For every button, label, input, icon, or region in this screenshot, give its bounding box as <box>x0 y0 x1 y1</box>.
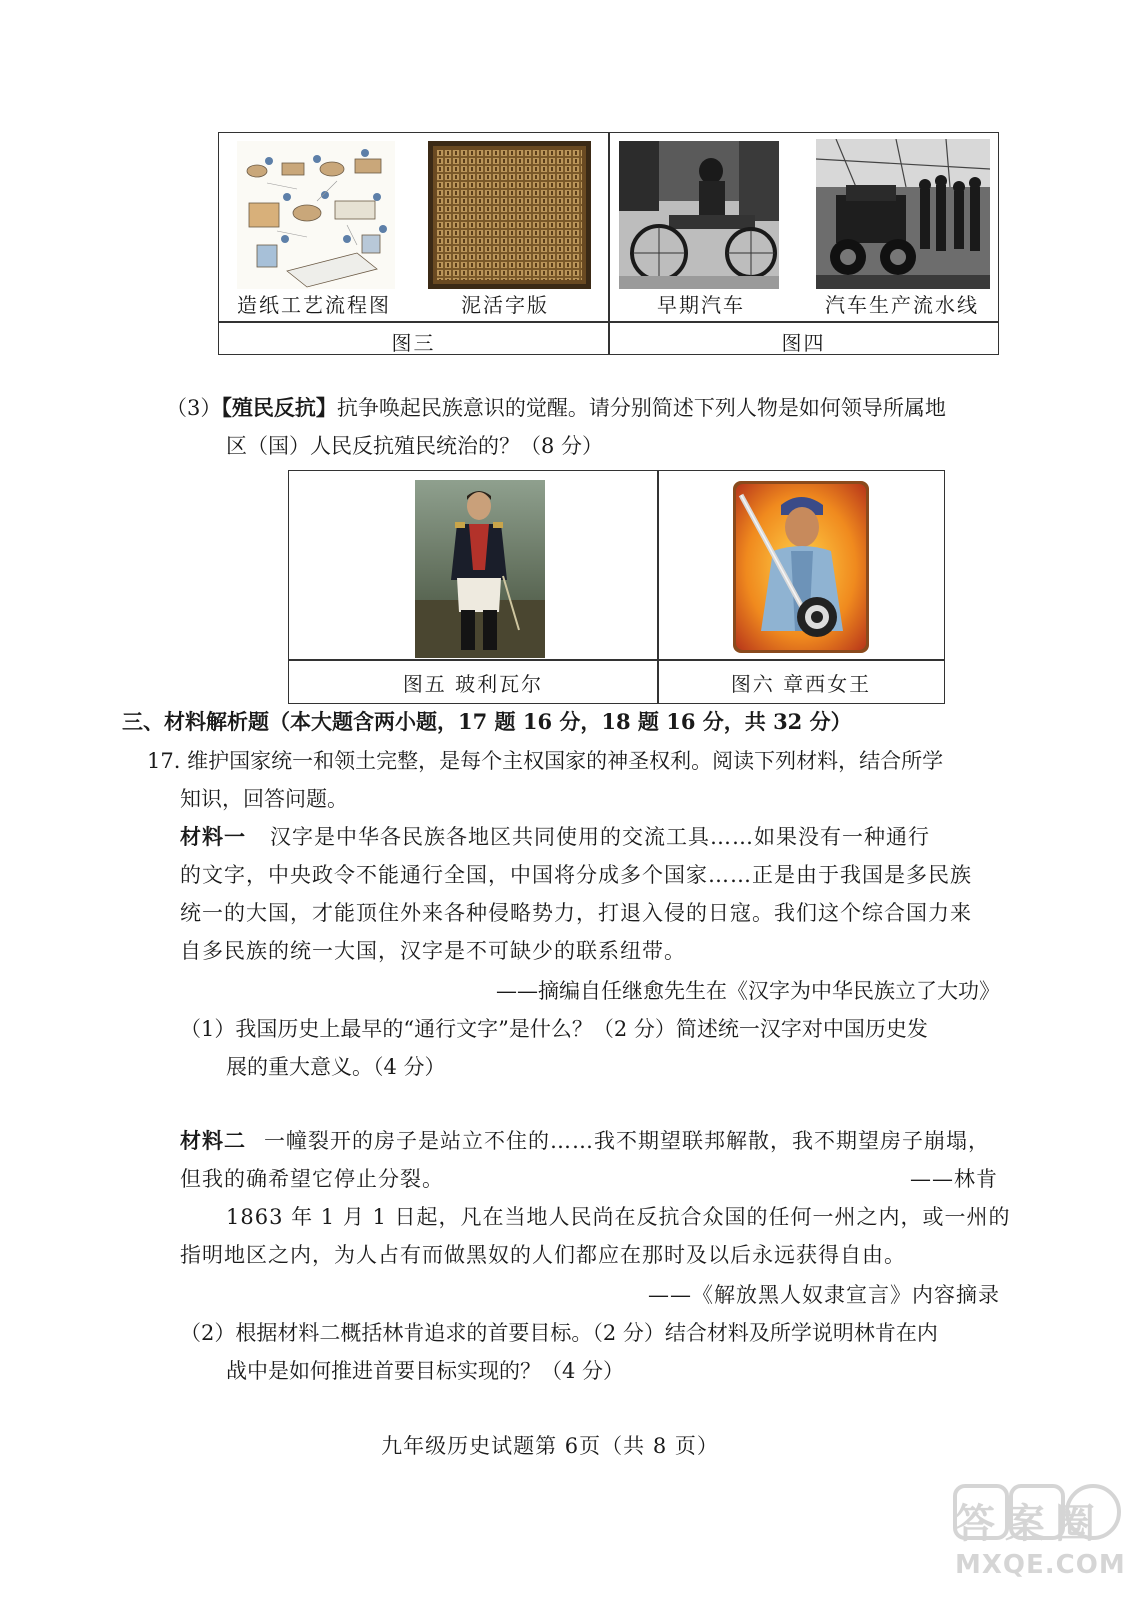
material-2-source-2: ——《解放黑人奴隶宣言》内容摘录 <box>648 1283 1000 1307</box>
figure-table-5-6 <box>288 470 945 704</box>
rani-of-jhansi-portrait <box>733 481 869 653</box>
caption-papermaking: 造纸工艺流程图 <box>237 293 391 317</box>
material-label: 材料二 <box>180 1128 246 1153</box>
section-heading: 三、材料解析题（本大题含两小题，17 题 16 分，18 题 16 分，共 32 分） <box>122 709 852 734</box>
question-3-line-1 <box>166 389 946 427</box>
question-3-line-2: 区（国）人民反抗殖民统治的？（8 分） <box>226 434 604 458</box>
caption-rani: 图六 章西女王 <box>730 672 872 696</box>
material-2-line-4: 指明地区之内，为人占有而做黑奴的人们都应在那时及以后永远获得自由。 <box>180 1243 906 1267</box>
caption-bolivar: 图五 玻利瓦尔 <box>402 672 544 696</box>
page-footer: 九年级历史试题第 6页（共 8 页） <box>381 1434 719 1458</box>
sub-question-1-line-1: （1）我国历史上最早的“通行文字”是什么？（2 分）简述统一汉字对中国历史发 <box>180 1017 928 1041</box>
table-divider <box>219 321 998 323</box>
caption-assembly-line: 汽车生产流水线 <box>825 293 979 317</box>
figure-label-3: 图三 <box>391 331 436 355</box>
material-1-line-1 <box>180 818 930 856</box>
sub-question-2-line-1: （2）根据材料二概括林肯追求的首要目标。（2 分）结合材料及所学说明林肯在内 <box>180 1321 938 1345</box>
question-17-line-2: 知识，回答问题。 <box>180 787 348 811</box>
material-1-source: ——摘编自任继愈先生在《汉字为中华民族立了大功》 <box>496 979 1000 1003</box>
material-text: 汉字是中华各民族各地区共同使用的交流工具……如果没有一种通行 <box>270 825 930 849</box>
watermark-url: MXQE.COM <box>955 1550 1126 1580</box>
material-2-line-2: 但我的确希望它停止分裂。 <box>180 1167 444 1191</box>
material-1-line-4: 自多民族的统一大国，汉字是不可缺少的联系纽带。 <box>180 939 686 963</box>
early-car-photo <box>619 141 779 289</box>
question-text: 抗争唤起民族意识的觉醒。请分别简述下列人物是如何领导所属地 <box>336 396 946 420</box>
assembly-line-photo <box>816 139 990 289</box>
material-2-source-1: ——林肯 <box>910 1167 998 1191</box>
sub-question-1-line-2: 展的重大意义。（4 分） <box>226 1055 446 1079</box>
figure-table-3-4 <box>218 132 999 355</box>
caption-clay-type: 泥活字版 <box>461 293 549 317</box>
figure-label-4: 图四 <box>781 331 826 355</box>
material-2-line-1 <box>180 1122 990 1160</box>
material-label: 材料一 <box>180 824 246 849</box>
watermark-logo <box>945 1478 1125 1588</box>
papermaking-illustration <box>237 141 395 289</box>
watermark-text: 答案圈 <box>955 1501 1105 1547</box>
material-1-line-3: 统一的大国，才能顶住外来各种侵略势力，打退入侵的日寇。我们这个综合国力来 <box>180 901 972 925</box>
sub-question-2-line-2: 战中是如何推进首要目标实现的？（4 分） <box>226 1359 625 1383</box>
material-1-line-2: 的文字，中央政令不能通行全国，中国将分成多个国家……正是由于我国是多民族 <box>180 863 972 887</box>
table-divider <box>289 659 944 661</box>
clay-type-plate-photo <box>428 141 591 289</box>
question-17-line-1: 17. 维护国家统一和领土完整，是每个主权国家的神圣权利。阅读下列材料，结合所学 <box>147 749 944 773</box>
question-tag: 【殖民反抗】 <box>221 395 337 420</box>
bolivar-portrait <box>415 480 545 658</box>
material-text: 一幢裂开的房子是站立不住的……我不期望联邦解散，我不期望房子崩塌， <box>264 1129 990 1153</box>
material-2-line-3: 1863 年 1 月 1 日起，凡在当地人民尚在反抗合众国的任何一州之内，或一州的 <box>226 1205 1011 1229</box>
caption-early-car: 早期汽车 <box>657 293 745 317</box>
question-number: （3） <box>166 396 222 420</box>
